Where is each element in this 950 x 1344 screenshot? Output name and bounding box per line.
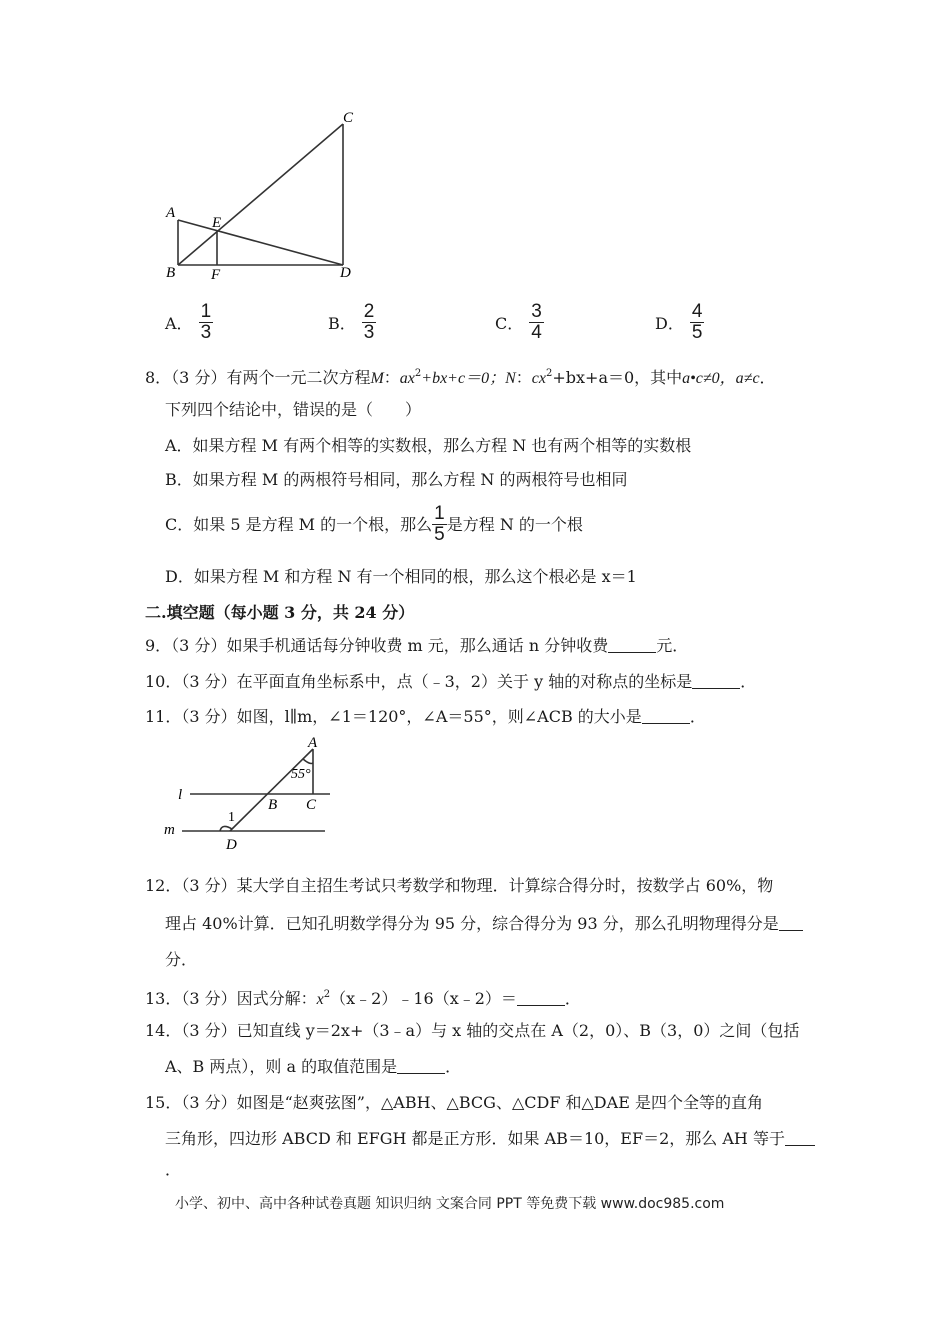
choice-letter: D． <box>655 314 684 333</box>
q7-figure <box>160 110 370 285</box>
q13-post: （x﹣2）﹣16（x﹣2）＝ <box>330 989 517 1008</box>
q9 <box>145 636 688 656</box>
q8-line2: 下列四个结论中，错误的是（ ） <box>165 400 422 419</box>
q8-colon: ： <box>515 368 532 387</box>
fraction <box>432 504 447 545</box>
q11-end: ． <box>689 707 706 726</box>
q7-choice-b <box>328 302 376 343</box>
q15-line3: ． <box>165 1160 182 1179</box>
q8-option-b: B．如果方程 M 的两根符号相同，那么方程 N 的两根符号也相同 <box>165 470 628 489</box>
q15-line2-text: 三角形，四边形 ABCD 和 EFGH 都是正方形．如果 AB＝10，EF＝2，那么 AH 等于 <box>165 1129 785 1148</box>
fig7-label-b: B <box>166 265 176 281</box>
numerator: 4 <box>691 301 703 322</box>
q8-sq: 2 <box>414 368 422 379</box>
fig7-label-d: D <box>340 265 351 281</box>
q14-line2 <box>165 1057 461 1077</box>
q8-colon: ： <box>383 368 400 387</box>
fig11-label-b: B <box>268 797 278 813</box>
q12-line1: 12．（3 分）某大学自主招生考试只考数学和物理．计算综合得分时，按数学占 60%，物 <box>145 876 774 895</box>
fig11-label-l: l <box>178 787 183 803</box>
q8-eqn-rest: +bx+a＝0，其中 <box>552 368 683 387</box>
fig7-label-e: E <box>212 215 222 231</box>
numerator: 2 <box>363 301 375 322</box>
fig7-label-f: F <box>211 267 221 283</box>
answer-blank[interactable] <box>642 707 690 724</box>
choice-letter: A． <box>165 314 193 333</box>
q11 <box>145 707 706 727</box>
answer-blank[interactable] <box>608 636 656 653</box>
q8-option-c-pre: C．如果 5 是方程 M 的一个根，那么 <box>165 514 433 534</box>
answer-blank[interactable] <box>785 1129 815 1146</box>
q11-figure <box>160 733 340 853</box>
q13-end: ． <box>564 989 581 1008</box>
q15-line2 <box>165 1129 815 1149</box>
q8-prefix: 8．（3 分）有两个一元二次方程 <box>145 368 371 387</box>
fig11-label-m: m <box>164 822 175 838</box>
q8-eqm-a: ax <box>399 370 415 387</box>
q8-eqn-a: cx <box>531 370 546 387</box>
answer-blank[interactable] <box>517 989 565 1006</box>
fig11-label-d: D <box>226 837 237 853</box>
q8-option-a: A．如果方程 M 有两个相等的实数根，那么方程 N 也有两个相等的实数根 <box>165 436 692 455</box>
fig11-label-one: 1 <box>228 810 235 825</box>
q9-end: 元． <box>656 636 689 655</box>
numerator: 3 <box>531 301 542 322</box>
q8-option-d: D．如果方程 M 和方程 N 有一个相同的根，那么这个根必是 x＝1 <box>165 567 637 586</box>
q7-choice-c <box>495 302 544 343</box>
q12-line3: 分． <box>165 950 198 969</box>
q12-line2-text: 理占 40%计算．已知孔明数学得分为 95 分，综合得分为 93 分，那么孔明物理得分是 <box>165 914 779 933</box>
q13 <box>145 985 581 1010</box>
q14-line2-text: A、B 两点），则 a 的取值范围是 <box>165 1057 398 1076</box>
q10 <box>145 672 756 692</box>
fraction <box>362 302 377 343</box>
q11-text: 11．（3 分）如图，l∥m，∠1＝120°，∠A＝55°，则∠ACB 的大小是 <box>145 707 642 726</box>
denominator: 4 <box>531 322 542 343</box>
q13-sq: 2 <box>323 989 331 1000</box>
fig7-label-c: C <box>343 110 354 126</box>
fig11-label-c: C <box>306 797 317 813</box>
fig7-label-a: A <box>166 205 176 221</box>
q8-sq: 2 <box>545 368 553 379</box>
q13-x: x <box>316 991 324 1008</box>
fig11-angle-label: 55° <box>291 767 311 782</box>
q8-eqm-rest: +bx+c＝0； <box>421 370 506 387</box>
q14-line1: 14．（3 分）已知直线 y＝2x+（3﹣a）与 x 轴的交点在 A（2，0）、B（3，0）之间（包括 <box>145 1021 800 1040</box>
q8-option-c <box>165 504 583 545</box>
q8-m: M <box>370 370 384 387</box>
choice-letter: C． <box>495 314 524 333</box>
q10-text: 10．（3 分）在平面直角坐标系中，点（﹣3，2）关于 y 轴的对称点的坐标是 <box>145 672 693 691</box>
q9-text: 9．（3 分）如果手机通话每分钟收费 m 元，那么通话 n 分钟收费 <box>145 636 609 655</box>
numerator: 1 <box>434 503 445 524</box>
denominator: 5 <box>691 322 703 343</box>
fraction <box>199 302 214 343</box>
choice-letter: B． <box>328 314 356 333</box>
page-footer: 小学、初中、高中各种试卷真题 知识归纳 文案合同 PPT 等免费下载 www.doc985.com <box>175 1196 725 1212</box>
denominator: 3 <box>363 322 375 343</box>
q15-line1: 15．（3 分）如图是“赵爽弦图”，△ABH、△BCG、△CDF 和△DAE 是四个全等的直角 <box>145 1093 763 1112</box>
q12-line2 <box>165 914 803 934</box>
q13-pre: 13．（3 分）因式分解： <box>145 989 317 1008</box>
q8-dot: ． <box>759 368 776 387</box>
q10-end: ． <box>740 672 757 691</box>
section-heading: 二.填空题（每小题 3 分，共 24 分） <box>145 603 415 622</box>
q8-option-c-post: 是方程 N 的一个根 <box>446 514 583 534</box>
answer-blank[interactable] <box>692 672 740 689</box>
denominator: 5 <box>434 524 445 545</box>
q8-n: N <box>505 370 516 387</box>
q8-cond: a•c≠0，a≠c <box>682 370 760 387</box>
fraction <box>529 302 544 343</box>
denominator: 3 <box>200 322 212 343</box>
answer-blank[interactable] <box>779 914 803 931</box>
fig11-label-a: A <box>308 735 318 751</box>
answer-blank[interactable] <box>397 1057 445 1074</box>
q8-stem <box>145 364 776 389</box>
fraction <box>690 302 705 343</box>
q7-choice-a <box>165 302 213 343</box>
numerator: 1 <box>200 301 212 322</box>
q14-end: ． <box>445 1057 462 1076</box>
q7-choice-d <box>655 302 704 343</box>
